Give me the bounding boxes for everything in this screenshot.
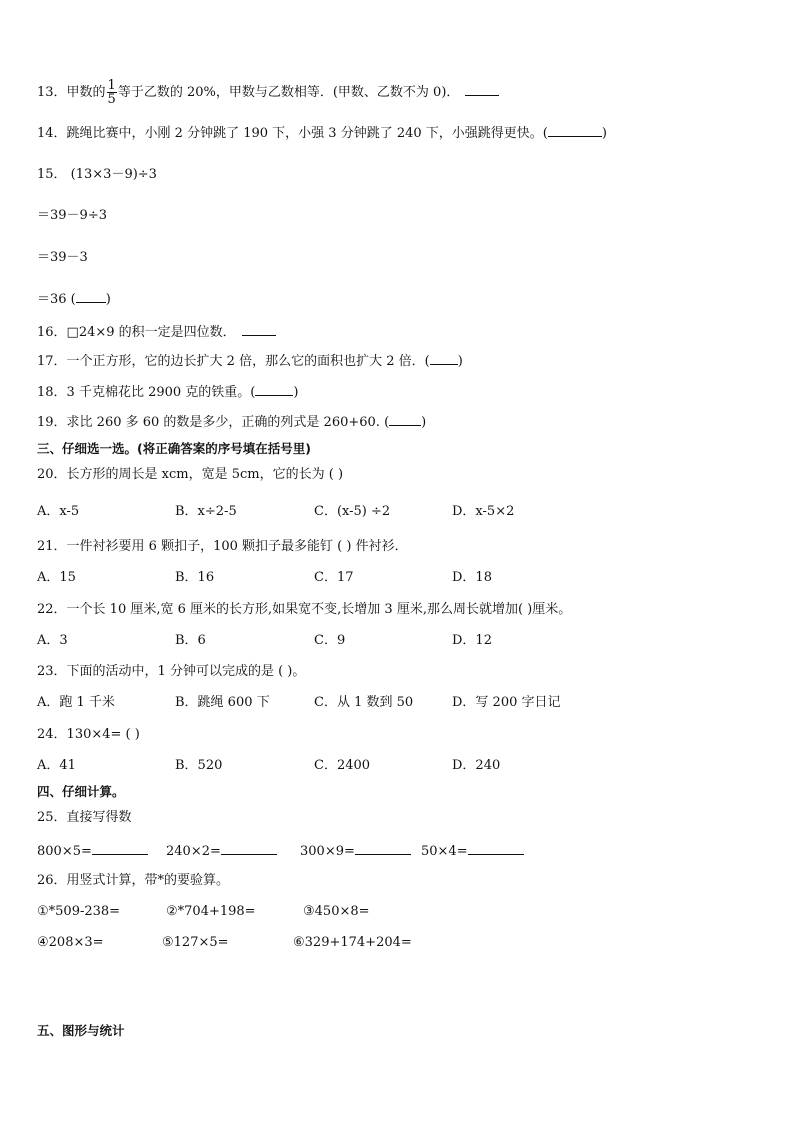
answer-blank-13[interactable] — [465, 82, 499, 96]
q19-text: 19．求比 260 多 60 的数是多少，正确的列式是 260+60. ( — [37, 415, 390, 430]
answer-blank-25-4[interactable] — [468, 841, 524, 855]
q25-item-2 — [166, 841, 277, 861]
q25-item-1-text: 800×5= — [37, 844, 92, 859]
q25-item-4 — [421, 841, 524, 861]
q24-option-a[interactable]: A．41 — [37, 758, 76, 773]
q15-line4 — [37, 290, 111, 309]
q22-option-b[interactable]: B．6 — [175, 633, 206, 648]
q26-item-4: ④208×3= — [37, 935, 104, 950]
q22-stem: 22．一个长 10 厘米,宽 6 厘米的长方形,如果宽不变,长增加 3 厘米,那么周长就增加( )厘米。 — [37, 602, 572, 617]
q22-option-a[interactable]: A．3 — [37, 633, 68, 648]
q19-close-paren: ) — [421, 415, 427, 430]
q20-option-b[interactable]: B．x÷2-5 — [175, 504, 237, 519]
q25-item-2-text: 240×2= — [166, 844, 221, 859]
q21-stem: 21．一件衬衫要用 6 颗扣子，100 颗扣子最多能钉 ( ) 件衬衫． — [37, 539, 408, 554]
q14-close-paren: ) — [601, 126, 607, 141]
answer-blank-19[interactable] — [389, 413, 421, 426]
question-17 — [37, 352, 463, 371]
q22-option-c[interactable]: C．9 — [314, 633, 346, 648]
answer-blank-25-2[interactable] — [221, 841, 277, 855]
q25-item-3-text: 300×9= — [300, 844, 355, 859]
answer-blank-18[interactable] — [255, 383, 293, 396]
q24-option-b[interactable]: B．520 — [175, 758, 223, 773]
question-13 — [37, 79, 499, 106]
q21-option-c[interactable]: C．17 — [314, 570, 354, 585]
answer-blank-14[interactable] — [548, 124, 602, 137]
q21-option-d[interactable]: D．18 — [452, 570, 492, 585]
q25-item-4-text: 50×4= — [421, 844, 468, 859]
q26-item-6: ⑥329+174+204= — [293, 935, 412, 950]
q23-stem: 23．下面的活动中，1 分钟可以完成的是 ( )。 — [37, 664, 306, 679]
q14-text: 14．跳绳比赛中，小刚 2 分钟跳了 190 下，小强 3 分钟跳了 240 下，小强跳得更快。( — [37, 126, 548, 141]
q24-option-c[interactable]: C．2400 — [314, 758, 371, 773]
q20-stem: 20．长方形的周长是 xcm，宽是 5cm，它的长为 ( ) — [37, 467, 344, 482]
q25-item-1 — [37, 841, 148, 861]
q26-stem: 26．用竖式计算，带*的要验算。 — [37, 873, 230, 888]
fraction-numerator: 1 — [107, 78, 116, 93]
q20-option-d[interactable]: D．x-5×2 — [452, 504, 515, 519]
answer-blank-15[interactable] — [76, 290, 106, 303]
q15-line2: ＝39－9÷3 — [37, 208, 107, 223]
answer-blank-25-3[interactable] — [355, 841, 411, 855]
q15-line1: 15． (13×3－9)÷3 — [37, 167, 157, 182]
q21-option-b[interactable]: B．16 — [175, 570, 215, 585]
question-14 — [37, 124, 607, 143]
q15-close-paren: ) — [105, 292, 111, 307]
section-3-title: 三、仔细选一选。(将正确答案的序号填在括号里) — [37, 441, 311, 456]
question-16 — [37, 322, 276, 342]
fraction-denominator: 5 — [107, 92, 116, 107]
question-19 — [37, 413, 426, 432]
q25-item-3 — [300, 841, 411, 861]
q23-option-a[interactable]: A．跑 1 千米 — [37, 695, 115, 710]
q24-stem: 24．130×4= ( ) — [37, 727, 140, 742]
section-4-title: 四、仔细计算。 — [37, 784, 125, 799]
q22-option-d[interactable]: D．12 — [452, 633, 492, 648]
q23-option-c[interactable]: C．从 1 数到 50 — [314, 695, 414, 710]
q16-text: 16．□24×9 的积一定是四位数． — [37, 325, 236, 340]
q26-item-5: ⑤127×5= — [162, 935, 229, 950]
question-18 — [37, 383, 298, 402]
q26-item-1: ①*509-238= — [37, 904, 121, 919]
q13-prefix: 13．甲数的 — [37, 85, 106, 100]
answer-blank-17[interactable] — [430, 352, 458, 365]
fraction-one-fifth — [107, 79, 117, 106]
q15-result: ＝36 ( — [37, 292, 76, 307]
q18-close-paren: ) — [293, 385, 299, 400]
q20-option-a[interactable]: A．x-5 — [37, 504, 80, 519]
q18-text: 18．3 千克棉花比 2900 克的铁重。( — [37, 385, 256, 400]
q25-stem: 25．直接写得数 — [37, 810, 132, 825]
q15-line3: ＝39－3 — [37, 250, 88, 265]
q17-text: 17．一个正方形，它的边长扩大 2 倍，那么它的面积也扩大 2 倍．( — [37, 354, 430, 369]
q24-option-d[interactable]: D．240 — [452, 758, 501, 773]
answer-blank-25-1[interactable] — [92, 841, 148, 855]
q20-option-c[interactable]: C．(x-5) ÷2 — [314, 504, 391, 519]
q23-option-d[interactable]: D．写 200 字日记 — [452, 695, 561, 710]
q17-close-paren: ) — [457, 354, 463, 369]
q13-suffix: 等于乙数的 20%，甲数与乙数相等．(甲数、乙数不为 0)． — [117, 85, 460, 100]
section-5-title: 五、图形与统计 — [37, 1023, 125, 1038]
q23-option-b[interactable]: B．跳绳 600 下 — [175, 695, 270, 710]
q21-option-a[interactable]: A．15 — [37, 570, 76, 585]
q26-item-3: ③450×8= — [303, 904, 370, 919]
q26-item-2: ②*704+198= — [166, 904, 256, 919]
answer-blank-16[interactable] — [242, 322, 276, 336]
